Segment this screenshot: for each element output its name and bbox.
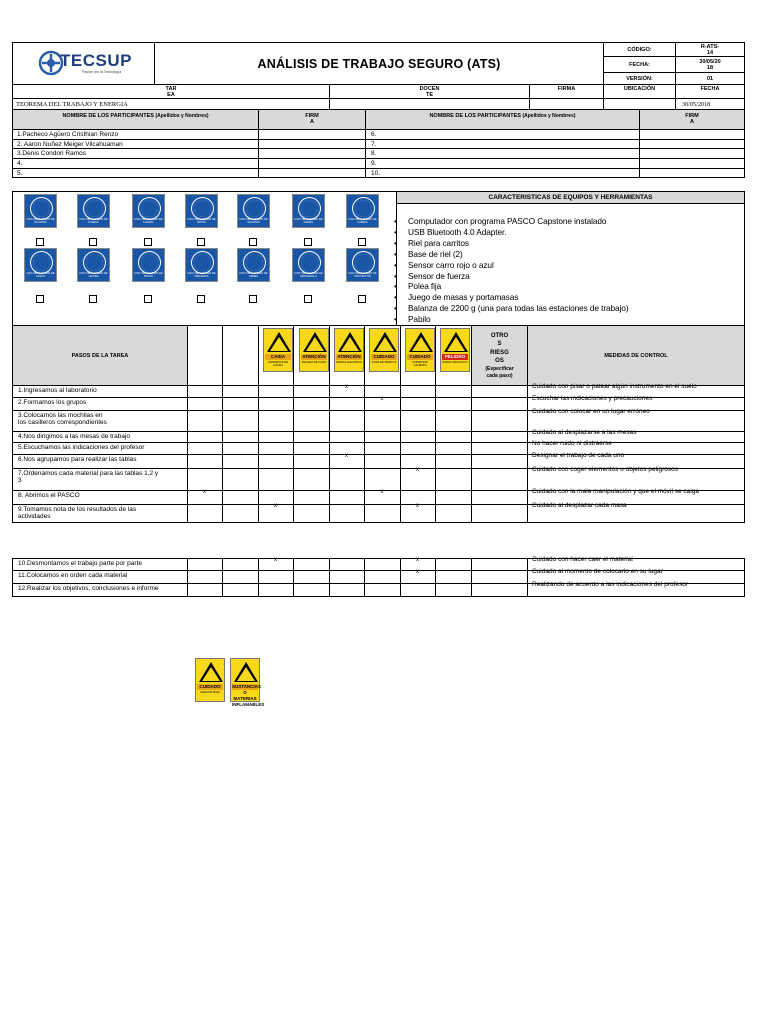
equipment-item: • Sensor de fuerza — [408, 271, 470, 282]
risk-x-mark: x — [274, 503, 277, 509]
participant-name: 10. — [371, 169, 381, 177]
risk-cell — [471, 583, 528, 597]
participants-firma-right: FIRM A — [639, 109, 745, 130]
risk-cell — [471, 454, 528, 469]
warning-triangle-inner — [202, 667, 220, 681]
risk-cell — [435, 410, 472, 432]
control-text: Designar el trabajo de cada uno — [532, 452, 625, 459]
risk-cell — [293, 504, 330, 523]
ppe-figure-icon — [246, 200, 263, 217]
risk-cell — [471, 504, 528, 523]
ppe-checkbox[interactable] — [89, 238, 97, 246]
extra-sign-1 — [195, 658, 225, 702]
warning-triangle-inner — [306, 337, 324, 351]
risk-cell — [222, 490, 259, 505]
warning-triangle-inner — [376, 337, 394, 351]
ppe-sign-row2-1 — [24, 248, 57, 282]
risk-cell — [187, 583, 223, 597]
equipment-item: • Pabilo — [408, 314, 430, 325]
otros-riesgos-header: OTRO S RIESG OS (Especificar cada paso) — [471, 325, 528, 386]
risk-x-mark: x — [416, 557, 419, 563]
step-text: 2.Formamos los grupos — [18, 399, 87, 406]
equipment-item: • Juego de masas y portamasas — [408, 292, 518, 303]
participant-name: 1.Pacheco Agüero Cristhian Renzo — [17, 130, 119, 138]
company-tagline: Pasión por la Tecnología — [82, 70, 122, 74]
risk-cell — [293, 468, 330, 491]
equipment-item: • Computador con programa PASCO Capstone instalado — [408, 216, 606, 227]
participant-right-signature — [639, 168, 745, 179]
step-row-7 — [12, 468, 188, 491]
step-text-2: 3 — [18, 477, 22, 484]
control-text: Escuchar las indicaciones y precauciones — [532, 395, 653, 402]
warning-triangle-inner — [412, 337, 430, 351]
ppe-figure-icon — [141, 254, 158, 271]
control-text: Cuidado al momento de colocarlo en su lugar — [532, 568, 663, 575]
risk-col-2 — [222, 325, 259, 386]
risk-cell — [258, 468, 294, 491]
ppe-checkbox[interactable] — [144, 238, 152, 246]
company-name: TECSUP — [60, 51, 132, 70]
ppe-sign-caption: USO OBLIGATORIO DE MASCARILLA — [294, 272, 323, 278]
ppe-figure-icon — [246, 254, 263, 271]
risk-cell — [435, 468, 472, 491]
risk-x-mark: x — [416, 503, 419, 509]
control-text: Cuidado con hacer caer el material — [532, 556, 633, 563]
firma-label: FIRMA — [529, 84, 604, 99]
ppe-checkbox[interactable] — [358, 295, 366, 303]
ppe-checkbox[interactable] — [197, 295, 205, 303]
risk-cell — [471, 490, 528, 505]
participant-name: 2. Aaron Nuñez Meiger Vilcahuaman — [17, 140, 123, 148]
warning-sign-title: SUSTANCIAS O MATERIAS INFLAMABLES — [232, 684, 265, 707]
control-measure — [527, 583, 745, 597]
risk-cell — [364, 410, 401, 432]
ppe-sign-caption: USO OBLIGATORIO DE MANDIL — [294, 218, 323, 224]
codigo-value: R-ATS- 14 — [675, 42, 745, 57]
version-value: 01 — [675, 72, 745, 85]
ppe-sign-row1-2 — [77, 194, 110, 228]
ppe-sign-icon — [244, 252, 265, 273]
version-label: VERSIÓN: — [603, 72, 676, 85]
warning-sign-subtitle: CAIDA DE NIVEL — [199, 691, 221, 694]
ppe-checkbox[interactable] — [144, 295, 152, 303]
risk-cell — [329, 468, 365, 491]
ppe-sign-caption: USO OBLIGATORIO DE CASCO — [26, 272, 55, 278]
risk-cell — [364, 583, 401, 597]
ppe-checkbox[interactable] — [358, 238, 366, 246]
step-text: 12.Realizar los objetivos, conclusiones e informe — [18, 585, 159, 592]
ppe-sign-icon — [353, 198, 374, 219]
fecha-value: 30/05/20 18 — [675, 56, 745, 73]
risk-x-mark: x — [203, 489, 206, 495]
step-row-2 — [12, 570, 188, 584]
risk-cell — [329, 410, 365, 432]
risk-sign-6 — [440, 328, 470, 372]
step-text-2: actividades — [18, 513, 51, 520]
step-text: 8. Abrimos el PASCO — [18, 492, 80, 499]
ppe-checkbox[interactable] — [249, 295, 257, 303]
ppe-figure-icon — [355, 254, 372, 271]
pasos-header: PASOS DE LA TAREA — [12, 325, 188, 386]
warning-sign-subtitle: PELIGRO DE CAIDA — [301, 361, 327, 364]
ppe-checkbox[interactable] — [304, 238, 312, 246]
warning-sign-subtitle: SUPERFICIE CALIENTE — [412, 361, 428, 367]
ppe-figure-icon — [86, 200, 103, 217]
ppe-sign-icon — [299, 252, 320, 273]
risk-cell — [293, 583, 330, 597]
fecha-label: FECHA: — [603, 56, 676, 73]
ppe-checkbox[interactable] — [249, 238, 257, 246]
control-text: No hacer ruido ni distraerse — [532, 440, 612, 447]
warning-triangle-inner — [237, 667, 255, 681]
ppe-sign-icon — [244, 198, 265, 219]
tarea-value: TEOREMA DEL TRABAJO Y ENERGIA — [12, 98, 330, 110]
risk-col-1 — [187, 325, 223, 386]
docente-label: DOCEN TE — [329, 84, 530, 99]
risk-cell — [258, 397, 294, 411]
ppe-figure-icon — [33, 254, 50, 271]
step-text: 4.Nos dirigimos a las mesas de trabajo — [18, 433, 130, 440]
step-text: 11.Colocamos en orden cada material — [18, 572, 128, 579]
tarea-label: TAR EA — [12, 84, 330, 99]
ppe-sign-icon — [31, 198, 52, 219]
risk-cell — [329, 397, 365, 411]
step-row-3 — [12, 410, 188, 432]
ppe-sign-icon — [192, 252, 213, 273]
risk-cell — [258, 410, 294, 432]
risk-cell — [435, 504, 472, 523]
risk-cell — [435, 583, 472, 597]
control-measure — [527, 504, 745, 523]
risk-cell — [222, 397, 259, 411]
risk-x-mark: x — [380, 489, 384, 495]
ppe-sign-icon — [139, 252, 160, 273]
ppe-checkbox[interactable] — [36, 295, 44, 303]
control-text: Cuidado con la mala manipulación y que el móvil se caiga — [532, 488, 699, 495]
control-text: Cuidado con pisar o patear algún instrumento en el suelo — [532, 383, 697, 390]
risk-cell — [258, 570, 294, 584]
risk-cell — [435, 454, 472, 469]
step-row-2 — [12, 397, 188, 411]
risk-cell — [329, 504, 365, 523]
ppe-checkbox[interactable] — [36, 238, 44, 246]
equipment-header: CARACTERISTICAS DE EQUIPOS Y HERRAMIENTAS — [396, 191, 745, 204]
warning-sign-subtitle: RIESGO ELECTRICO — [336, 361, 362, 364]
equipment-item: • Sensor carro rojo o azul — [408, 260, 494, 271]
ppe-sign-icon — [192, 198, 213, 219]
control-text: Realizando de acuerdo a las indicaciones del profesor — [532, 581, 689, 588]
risk-x-mark: x — [274, 557, 277, 563]
risk-cell — [222, 410, 259, 432]
participants-firma-left: FIRM A — [258, 109, 366, 130]
step-text: 6.Nos agrupamos para realizar las tablas — [18, 456, 137, 463]
risk-cell — [400, 397, 436, 411]
ppe-sign-row1-6 — [292, 194, 325, 228]
risk-cell — [293, 410, 330, 432]
control-text: Cuidado al desplazar cada masa — [532, 502, 627, 509]
risk-x-mark: x — [416, 569, 419, 575]
equipment-item: • Base de riel (2) — [408, 249, 463, 260]
step-row-3 — [12, 583, 188, 597]
step-text: 9.Tomamos nota de los resultados de las — [18, 506, 137, 513]
risk-cell — [222, 504, 259, 523]
ppe-figure-icon — [194, 254, 211, 271]
ppe-sign-row2-3 — [132, 248, 165, 282]
participant-right-10 — [365, 168, 640, 179]
risk-cell — [222, 454, 259, 469]
step-text-2: los casilleros correspondientes — [18, 419, 107, 426]
participant-name: 9. — [371, 159, 377, 167]
risk-sign-5 — [405, 328, 435, 372]
risk-cell — [364, 468, 401, 491]
warning-sign-title: CUIDADO — [407, 354, 433, 360]
participant-name: 4. — [17, 159, 23, 167]
ppe-sign-row1-1 — [24, 194, 57, 228]
ppe-figure-icon — [355, 200, 372, 217]
risk-cell — [471, 570, 528, 584]
risk-sign-3 — [334, 328, 364, 372]
risk-cell — [293, 397, 330, 411]
step-row-8 — [12, 490, 188, 505]
step-text: 10.Desmontamos el trabajo parte por parte — [18, 560, 142, 567]
risk-cell — [435, 490, 472, 505]
ppe-sign-row1-7 — [346, 194, 379, 228]
ppe-sign-row2-4 — [185, 248, 218, 282]
risk-cell — [187, 397, 223, 411]
risk-sign-1 — [263, 328, 293, 372]
ppe-sign-icon — [84, 198, 105, 219]
participant-name: 7. — [371, 140, 377, 148]
equipment-item: • Riel para carritos — [408, 238, 469, 249]
risk-cell — [364, 570, 401, 584]
participants-header-left: NOMBRE DE LOS PARTICIPANTES (Apellidos y Nombres) — [12, 109, 259, 130]
risk-cell — [329, 570, 365, 584]
ppe-sign-row2-2 — [77, 248, 110, 282]
risk-cell — [329, 583, 365, 597]
ppe-sign-row1-3 — [132, 194, 165, 228]
participant-left-signature — [258, 168, 366, 179]
step-text: 1.Ingresamos al laboratorio — [18, 387, 97, 394]
extra-sign-2 — [230, 658, 265, 707]
ppe-sign-caption: USO OBLIGATORIO DE OREJERAS — [187, 272, 216, 278]
risk-cell — [222, 583, 259, 597]
ppe-sign-icon — [31, 252, 52, 273]
control-text: Cuidado al desplazarse a las mesas — [532, 429, 637, 436]
fecha-col-label: FECHA — [675, 84, 745, 99]
participant-left-5 — [12, 168, 259, 179]
ppe-sign-caption: USO OBLIGATORIO DE BOTAS — [134, 272, 163, 278]
risk-x-mark: x — [416, 467, 419, 473]
warning-triangle-inner — [447, 337, 465, 351]
ppe-sign-caption: USO OBLIGATORIO DE OVEROL — [79, 218, 108, 224]
step-row-6 — [12, 454, 188, 469]
document-title: ANÁLISIS DE TRABAJO SEGURO (ATS) — [154, 42, 604, 85]
ppe-sign-row2-6 — [292, 248, 325, 282]
ppe-sign-caption: USO OBLIGATORIO DE BOTAS — [187, 218, 216, 224]
ppe-sign-caption: USO OBLIGATORIO DE PROTECTOR — [348, 272, 377, 278]
warning-triangle-inner — [270, 337, 288, 351]
risk-cell — [364, 454, 401, 469]
participant-name: 6. — [371, 130, 377, 138]
ppe-sign-icon — [353, 252, 374, 273]
risk-cell — [187, 410, 223, 432]
ppe-checkbox[interactable] — [89, 295, 97, 303]
risk-cell — [187, 454, 223, 469]
risk-x-mark: x — [345, 384, 348, 390]
ppe-sign-caption: USO OBLIGATORIO DE GUANTES — [26, 218, 55, 224]
warning-sign-title: CUIDADO — [197, 684, 223, 690]
ubicacion-label: UBICACIÓN — [603, 84, 676, 99]
equipment-item: • Polea fija — [408, 281, 441, 292]
risk-cell — [258, 454, 294, 469]
ppe-figure-icon — [33, 200, 50, 217]
risk-cell — [187, 468, 223, 491]
ppe-sign-caption: USO OBLIGATORIO DE LENTES — [79, 272, 108, 278]
step-text: 3.Colocamos las mochilas en — [18, 412, 103, 419]
risk-cell — [400, 583, 436, 597]
risk-cell — [293, 454, 330, 469]
risk-cell — [400, 410, 436, 432]
risk-cell — [329, 490, 365, 505]
ppe-sign-icon — [299, 198, 320, 219]
risk-cell — [293, 490, 330, 505]
warning-triangle-inner — [341, 337, 359, 351]
risk-cell — [187, 504, 223, 523]
risk-x-mark: x — [345, 453, 348, 459]
warning-sign-title: PELIGRO — [442, 354, 468, 360]
risk-cell — [187, 570, 223, 584]
participants-header-right: NOMBRE DE LOS PARTICIPANTES (Apellidos y Nombres) — [365, 109, 640, 130]
ppe-figure-icon — [86, 254, 103, 271]
ppe-figure-icon — [141, 200, 158, 217]
warning-sign-title: CAIDA — [265, 354, 291, 360]
risk-cell — [435, 397, 472, 411]
risk-cell — [222, 570, 259, 584]
ppe-checkbox[interactable] — [197, 238, 205, 246]
participant-name: 8. — [371, 150, 377, 158]
risk-cell — [435, 570, 472, 584]
participant-name: 3.Denis Condori Ramos — [17, 150, 87, 158]
equipment-item: • Balanza de 2200 g (una para todas las estaciones de trabajo) — [408, 303, 628, 314]
ppe-sign-row2-7 — [346, 248, 379, 282]
risk-cell — [471, 410, 528, 432]
step-text: 5.Escuchamos las indicaciones del profesor — [18, 444, 145, 451]
ppe-sign-row2-5 — [237, 248, 270, 282]
risk-cell — [222, 468, 259, 491]
ppe-sign-caption: USO OBLIGATORIO DE GUANTES — [239, 218, 268, 224]
ppe-sign-caption: USO OBLIGATORIO DE LAVADO — [134, 218, 163, 224]
ppe-sign-row1-4 — [185, 194, 218, 228]
ppe-sign-caption: USO OBLIGATORIO DE ARNES — [239, 272, 268, 278]
warning-sign-title: ATENCIÓN — [302, 354, 326, 359]
risk-cell — [258, 583, 294, 597]
step-row-9 — [12, 504, 188, 523]
codigo-label: CÓDIGO: — [603, 42, 676, 57]
risk-cell — [471, 468, 528, 491]
risk-sign-2 — [299, 328, 329, 372]
warning-sign-title: CUIDADO — [371, 354, 397, 360]
step-text: 7.Ordenamos cada material para las tablas 1,2 y — [18, 470, 159, 477]
risk-cell — [293, 570, 330, 584]
ppe-sign-icon — [139, 198, 160, 219]
ppe-sign-icon — [84, 252, 105, 273]
fecha-col-value: 30/05/2018 — [675, 98, 745, 110]
ppe-sign-row1-5 — [237, 194, 270, 228]
warning-sign-subtitle: SUPERFICIE EN ALTURA — [268, 361, 288, 367]
equipment-item: • USB Bluetooth 4.0 Adapter. — [408, 227, 506, 238]
ppe-figure-icon — [301, 254, 318, 271]
medidas-control-header: MEDIDAS DE CONTROL — [527, 325, 745, 386]
warning-sign-subtitle: RIESGO BIOLOGICO — [442, 361, 468, 364]
warning-sign-title: ATENCIÓN — [337, 354, 361, 359]
participant-name: 5. — [17, 169, 23, 177]
risk-x-mark: x — [380, 396, 384, 402]
control-text: Cuidado con colocar en un lugar erróneo — [532, 408, 650, 415]
ppe-checkbox[interactable] — [304, 295, 312, 303]
risk-sign-4 — [369, 328, 399, 372]
risk-cell — [471, 397, 528, 411]
control-text: Cuidado con coger elementos u objetos peligrosos — [532, 466, 678, 473]
ppe-figure-icon — [301, 200, 318, 217]
tecsup-logo — [38, 50, 148, 78]
ppe-sign-caption: USO OBLIGATORIO DE CARETA — [348, 218, 377, 224]
ppe-figure-icon — [194, 200, 211, 217]
warning-sign-subtitle: CAIDA DE OBJETOS — [371, 361, 397, 364]
risk-cell — [364, 504, 401, 523]
